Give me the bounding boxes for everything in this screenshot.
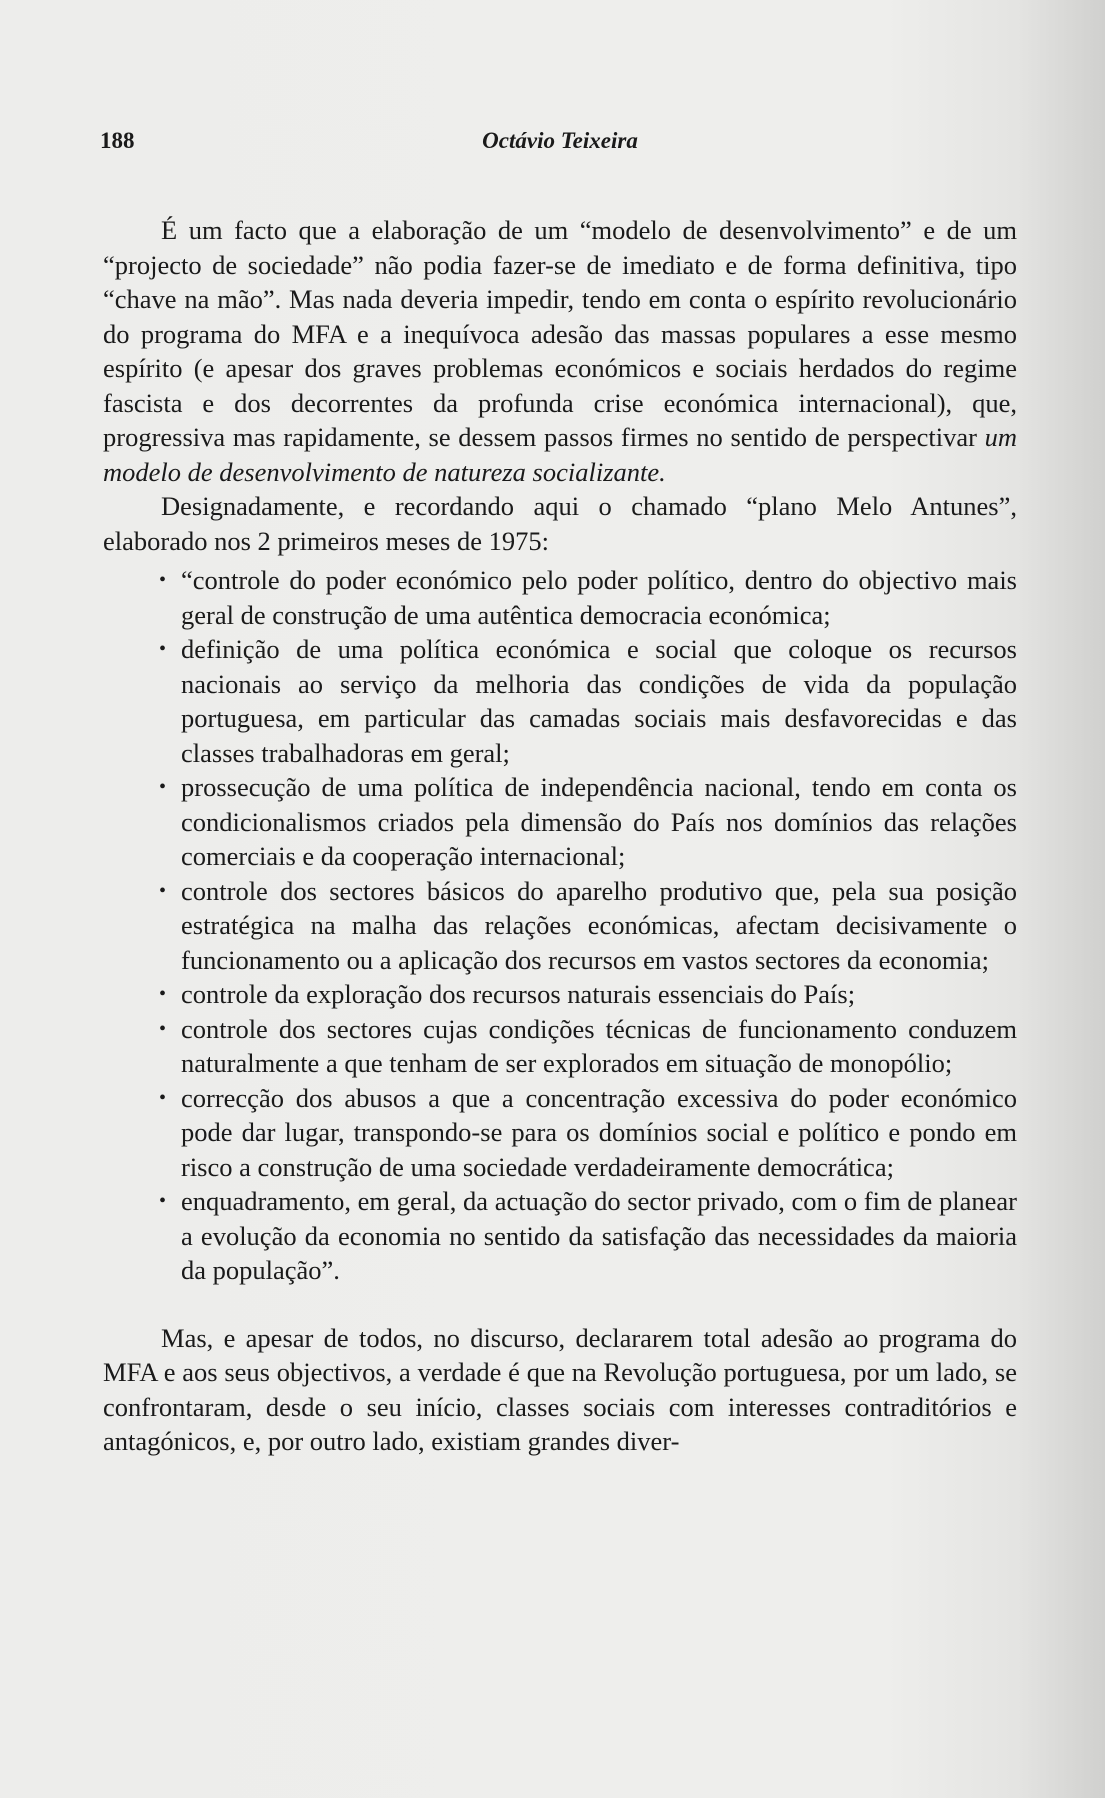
- paragraph-3: Mas, e apesar de todos, no discurso, declararem total adesão ao programa do MFA e aos seus objectivos, a verdade é que na Revolução portuguesa, por um lado, se confrontaram, desde o seu início, classes sociais com interesses contraditórios e antagónicos, e, por outro lado, existiam grandes diver-: [103, 1322, 1017, 1456]
- plan-bullet-list: [103, 563, 1017, 1288]
- bullet-item: • prossecução de uma política de independência nacional, tendo em conta os condicionalismos criados pela dimensão do País nos domínios das relações comerciais e da cooperação internacional;: [181, 770, 1017, 874]
- page-number: 188: [100, 128, 135, 153]
- bullet-item: • controle dos sectores básicos do aparelho produtivo que, pela sua posição estratégica na malha das relações económicas, afectam decisivamente o funcionamento ou a aplicação dos recursos em vastos sectores da economia;: [181, 874, 1017, 978]
- paragraph-1: [103, 213, 1017, 489]
- running-title: Octávio Teixeira: [482, 128, 638, 153]
- bullet-item: • “controle do poder económico pelo poder político, dentro do objectivo mais geral de construção de uma autêntica democracia económica;: [181, 563, 1017, 632]
- bullet-item: • enquadramento, em geral, da actuação do sector privado, com o fim de planear a evolução da economia no sentido da satisfação das necessidades da maioria da população”.: [181, 1184, 1017, 1288]
- bullet-item: • definição de uma política económica e social que coloque os recursos nacionais ao serviço da melhoria das condições de vida da população portuguesa, em particular das camadas sociais mais desfavorecidas e das classes trabalhadoras em geral;: [181, 632, 1017, 770]
- bullet-item: • correcção dos abusos a que a concentração excessiva do poder económico pode dar lugar, transpondo-se para os domínios social e político e pondo em risco a construção de uma sociedade verdadeiramente democrática;: [181, 1081, 1017, 1185]
- bullet-item: • controle da exploração dos recursos naturais essenciais do País;: [181, 977, 1017, 1012]
- paragraph-1-text: É um facto que a elaboração de um “modelo de desenvolvimento” e de um “projecto de sociedade” não podia fazer-se de imediato e de forma definitiva, tipo “chave na mão”. Mas nada deveria impedir, tendo em conta o espírito revolucionário do programa do MFA e a inequívoca adesão das massas populares a esse mesmo espírito (e apesar dos graves problemas económicos e sociais herdados do regime fascista e dos decorrentes da profunda crise económica internacional), que, progressiva mas rapidamente, se dessem passos firmes no sentido de perspectivar: [103, 215, 1017, 452]
- paragraph-2: Designadamente, e recordando aqui o chamado “plano Melo Antunes”, elaborado nos 2 primeiros meses de 1975:: [103, 491, 1017, 556]
- bullet-item: • controle dos sectores cujas condições técnicas de funcionamento conduzem naturalmente a que tenham de ser explorados em situação de monopólio;: [181, 1012, 1017, 1081]
- body-text: [103, 213, 1017, 1459]
- paragraph-1-emphasis: um modelo de desenvolvimento de natureza socializante.: [103, 422, 1017, 487]
- page-header: [100, 128, 1020, 158]
